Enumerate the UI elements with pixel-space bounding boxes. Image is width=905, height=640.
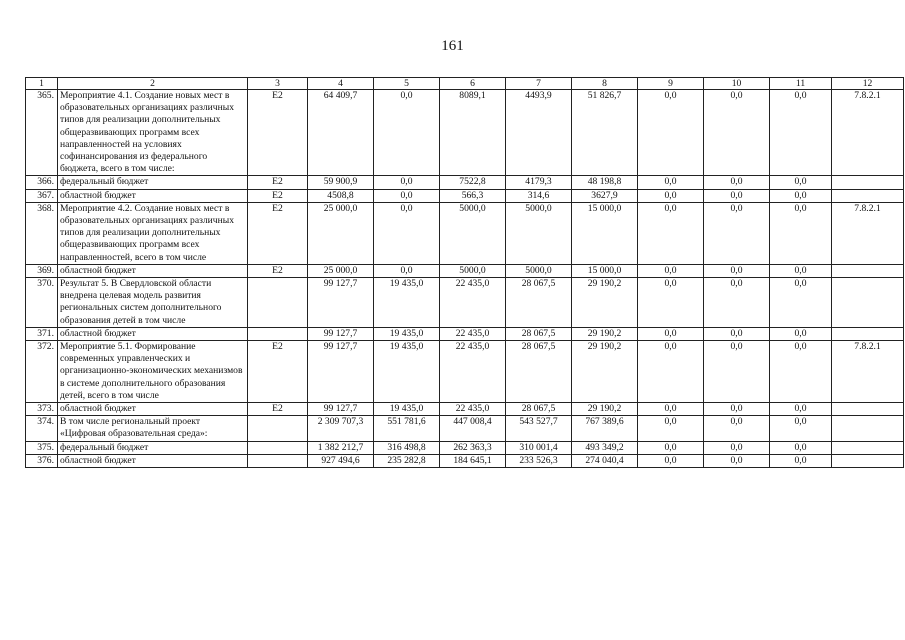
table-cell: 262 363,3 (440, 441, 506, 454)
table-cell: 4493,9 (506, 90, 572, 176)
column-header: 2 (58, 78, 248, 90)
header-row (26, 78, 904, 90)
table-cell (248, 278, 308, 328)
column-header: 12 (832, 78, 904, 90)
table-cell: 99 127,7 (308, 403, 374, 416)
row-number: 368. (26, 202, 58, 264)
table-cell: 767 389,6 (572, 416, 638, 441)
table-cell: 59 900,9 (308, 176, 374, 189)
table-cell: 0,0 (704, 90, 770, 176)
table-cell: Е2 (248, 341, 308, 403)
table-cell: 0,0 (770, 327, 832, 340)
table-cell: 51 826,7 (572, 90, 638, 176)
row-description: федеральный бюджет (58, 176, 248, 189)
row-description: Мероприятие 4.1. Создание новых мест в образовательных организациях различных типов для реализации дополнительных общеразвивающих программ всех направленностей на условиях софинансирования из федерального бюджета, всего в том числе: (58, 90, 248, 176)
table-cell: 0,0 (638, 403, 704, 416)
table-cell: 0,0 (638, 90, 704, 176)
table-cell: 19 435,0 (374, 403, 440, 416)
table-cell: 316 498,8 (374, 441, 440, 454)
table-row (26, 90, 904, 176)
row-description: федеральный бюджет (58, 441, 248, 454)
table-row (26, 202, 904, 264)
table-cell: 0,0 (638, 189, 704, 202)
row-description: Мероприятие 4.2. Создание новых мест в образовательных организациях различных типов для реализации дополнительных общеразвивающих программ всех направленностей, всего в том числе (58, 202, 248, 264)
table-cell: 22 435,0 (440, 278, 506, 328)
table-row (26, 264, 904, 277)
row-number: 370. (26, 278, 58, 328)
table-cell: 0,0 (770, 176, 832, 189)
column-header: 10 (704, 78, 770, 90)
row-number: 365. (26, 90, 58, 176)
row-number: 376. (26, 454, 58, 467)
row-number: 372. (26, 341, 58, 403)
table-cell: 0,0 (374, 264, 440, 277)
table-cell: 22 435,0 (440, 327, 506, 340)
row-description: областной бюджет (58, 264, 248, 277)
table-cell: 4508,8 (308, 189, 374, 202)
table-cell: 0,0 (374, 202, 440, 264)
table-cell: 29 190,2 (572, 278, 638, 328)
table-cell: 0,0 (770, 441, 832, 454)
table-cell: 7.8.2.1 (832, 202, 904, 264)
table-cell: Е2 (248, 202, 308, 264)
table-cell: 314,6 (506, 189, 572, 202)
table-cell: 0,0 (770, 454, 832, 467)
table-cell: 927 494,6 (308, 454, 374, 467)
column-header: 6 (440, 78, 506, 90)
table-cell: 5000,0 (440, 202, 506, 264)
row-number: 366. (26, 176, 58, 189)
table-cell: 566,3 (440, 189, 506, 202)
table-cell: 0,0 (704, 341, 770, 403)
table-cell (832, 176, 904, 189)
table-cell: 447 008,4 (440, 416, 506, 441)
row-description: Мероприятие 5.1. Формирование современных управленческих и организационно-экономических механизмов в системе дополнительного образования детей, всего в том числе (58, 341, 248, 403)
table-cell: 28 067,5 (506, 403, 572, 416)
column-header: 8 (572, 78, 638, 90)
table-row (26, 341, 904, 403)
table-cell: 0,0 (638, 327, 704, 340)
table-cell: 64 409,7 (308, 90, 374, 176)
table-cell: Е2 (248, 176, 308, 189)
table-cell: 3627,9 (572, 189, 638, 202)
table-cell: 1 382 212,7 (308, 441, 374, 454)
column-header: 5 (374, 78, 440, 90)
table-cell (248, 416, 308, 441)
table-cell: 19 435,0 (374, 341, 440, 403)
table-cell: 5000,0 (506, 202, 572, 264)
table-cell: 274 040,4 (572, 454, 638, 467)
row-description: областной бюджет (58, 403, 248, 416)
table-cell: 0,0 (638, 416, 704, 441)
table-cell: 29 190,2 (572, 403, 638, 416)
table-cell: 2 309 707,3 (308, 416, 374, 441)
row-number: 371. (26, 327, 58, 340)
table-cell (832, 189, 904, 202)
table-cell: 0,0 (704, 278, 770, 328)
row-description: областной бюджет (58, 189, 248, 202)
table-cell: Е2 (248, 403, 308, 416)
table-cell: 99 127,7 (308, 341, 374, 403)
table-cell: 28 067,5 (506, 327, 572, 340)
table-cell: 7522,8 (440, 176, 506, 189)
row-description: областной бюджет (58, 454, 248, 467)
table-cell: 19 435,0 (374, 327, 440, 340)
table-cell: 0,0 (770, 278, 832, 328)
table-cell: Е2 (248, 90, 308, 176)
table-cell: 0,0 (374, 90, 440, 176)
table-cell: Е2 (248, 189, 308, 202)
table-cell: 25 000,0 (308, 264, 374, 277)
table-cell: 0,0 (704, 327, 770, 340)
table-cell: 0,0 (704, 403, 770, 416)
table-cell (248, 327, 308, 340)
row-number: 373. (26, 403, 58, 416)
table-cell (832, 278, 904, 328)
table-cell: 5000,0 (440, 264, 506, 277)
table-cell: Е2 (248, 264, 308, 277)
row-number: 369. (26, 264, 58, 277)
table-cell (248, 441, 308, 454)
table-cell: 0,0 (704, 454, 770, 467)
table-cell: 0,0 (638, 441, 704, 454)
budget-table (25, 77, 904, 468)
table-cell: 0,0 (704, 416, 770, 441)
table-cell: 28 067,5 (506, 278, 572, 328)
table-cell: 310 001,4 (506, 441, 572, 454)
table-cell: 99 127,7 (308, 278, 374, 328)
column-header: 9 (638, 78, 704, 90)
table-cell (832, 441, 904, 454)
table-cell: 0,0 (704, 202, 770, 264)
table-cell: 233 526,3 (506, 454, 572, 467)
table-cell: 0,0 (638, 176, 704, 189)
table-cell: 25 000,0 (308, 202, 374, 264)
row-description: Результат 5. В Свердловской области внедрена целевая модель развития региональных систем дополнительного образования детей в том числе (58, 278, 248, 328)
table-cell: 0,0 (638, 278, 704, 328)
table-row (26, 403, 904, 416)
table-row (26, 441, 904, 454)
table-cell: 493 349,2 (572, 441, 638, 454)
table-cell: 0,0 (374, 176, 440, 189)
table-row (26, 176, 904, 189)
table-cell: 7.8.2.1 (832, 341, 904, 403)
table-cell: 8089,1 (440, 90, 506, 176)
table-cell: 0,0 (770, 202, 832, 264)
column-header: 1 (26, 78, 58, 90)
table-cell: 0,0 (704, 176, 770, 189)
table-cell (248, 454, 308, 467)
table-cell: 235 282,8 (374, 454, 440, 467)
table-cell: 22 435,0 (440, 341, 506, 403)
table-cell: 0,0 (638, 264, 704, 277)
table-row (26, 416, 904, 441)
column-header: 11 (770, 78, 832, 90)
table-cell (832, 403, 904, 416)
column-header: 4 (308, 78, 374, 90)
row-description: В том числе региональный проект «Цифровая образовательная среда»: (58, 416, 248, 441)
table-row (26, 189, 904, 202)
table-cell: 22 435,0 (440, 403, 506, 416)
table-cell: 0,0 (770, 416, 832, 441)
table-cell: 99 127,7 (308, 327, 374, 340)
table-cell: 0,0 (770, 341, 832, 403)
table-row (26, 454, 904, 467)
table-cell: 15 000,0 (572, 264, 638, 277)
table-cell: 0,0 (704, 441, 770, 454)
table-cell: 29 190,2 (572, 341, 638, 403)
table-row (26, 278, 904, 328)
table-cell: 7.8.2.1 (832, 90, 904, 176)
table-cell: 551 781,6 (374, 416, 440, 441)
table-cell: 0,0 (638, 454, 704, 467)
table-cell: 0,0 (704, 264, 770, 277)
table-cell: 28 067,5 (506, 341, 572, 403)
table-cell: 0,0 (770, 189, 832, 202)
table-cell: 0,0 (638, 341, 704, 403)
page-number: 161 (441, 38, 464, 54)
row-number: 374. (26, 416, 58, 441)
row-number: 367. (26, 189, 58, 202)
table-cell (832, 264, 904, 277)
table-cell: 5000,0 (506, 264, 572, 277)
table-cell: 0,0 (638, 202, 704, 264)
table-cell: 184 645,1 (440, 454, 506, 467)
column-header: 7 (506, 78, 572, 90)
row-description: областной бюджет (58, 327, 248, 340)
table-cell (832, 454, 904, 467)
table-cell: 0,0 (770, 90, 832, 176)
table-row (26, 327, 904, 340)
table-cell (832, 416, 904, 441)
row-number: 375. (26, 441, 58, 454)
table-cell: 4179,3 (506, 176, 572, 189)
table-cell: 15 000,0 (572, 202, 638, 264)
table-cell: 0,0 (704, 189, 770, 202)
table-cell: 29 190,2 (572, 327, 638, 340)
column-header: 3 (248, 78, 308, 90)
table-cell: 543 527,7 (506, 416, 572, 441)
table-cell: 48 198,8 (572, 176, 638, 189)
table-body (26, 78, 904, 468)
table-cell: 0,0 (770, 264, 832, 277)
table-cell: 19 435,0 (374, 278, 440, 328)
table-cell (832, 327, 904, 340)
table-cell: 0,0 (770, 403, 832, 416)
table-cell: 0,0 (374, 189, 440, 202)
